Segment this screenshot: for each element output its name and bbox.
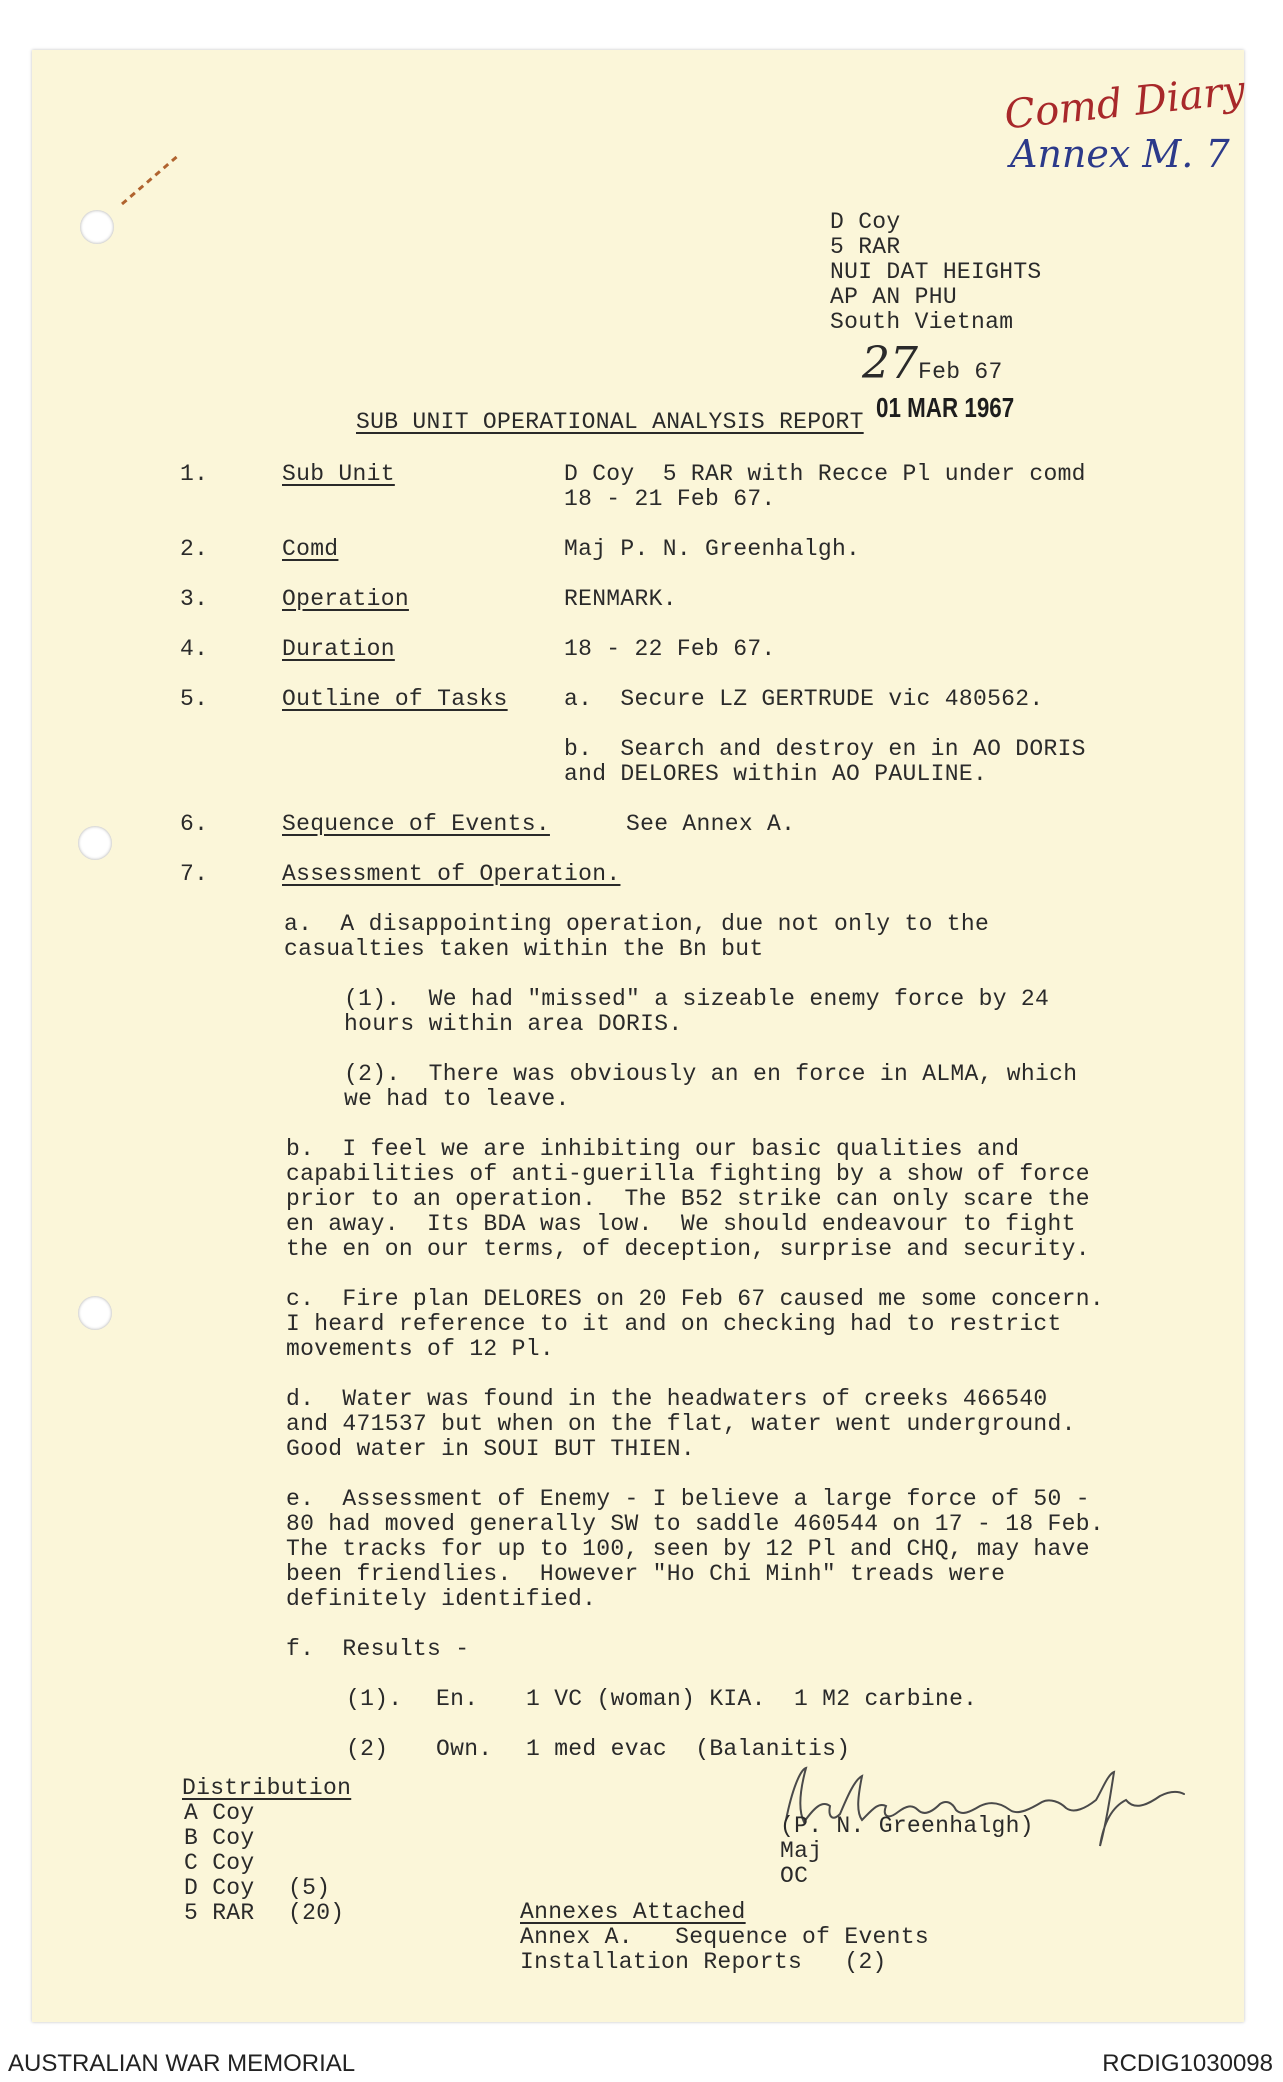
paragraph-line: the en on our terms, of deception, surprise and security. [286, 1236, 1090, 1262]
paragraph-line: we had to leave. [344, 1086, 570, 1112]
item-number: 3. [180, 586, 209, 612]
result-number: (2) [346, 1736, 389, 1762]
footer-source: AUSTRALIAN WAR MEMORIAL [8, 2050, 356, 2077]
punch-hole [78, 826, 112, 860]
item-label: Comd [282, 536, 339, 562]
item-number: 2. [180, 536, 209, 562]
annex-line: Annex A. Sequence of Events [520, 1924, 929, 1950]
signature [770, 1750, 1210, 1860]
address-line: NUI DAT HEIGHTS [830, 259, 1042, 285]
footer-reference: RCDIG1030098 [1102, 2050, 1273, 2077]
item-label: Assessment of Operation. [282, 861, 621, 887]
item-label: Duration [282, 636, 395, 662]
paragraph-line: been friendlies. However "Ho Chi Minh" treads were [286, 1561, 1006, 1587]
paragraph-line: movements of 12 Pl. [286, 1336, 554, 1362]
pencil-mark [118, 150, 188, 210]
item-value: RENMARK. [564, 586, 677, 612]
paragraph-line: definitely identified. [286, 1586, 597, 1612]
distribution-item: B Coy [184, 1825, 255, 1851]
item-value: a. Secure LZ GERTRUDE vic 480562. [564, 686, 1044, 712]
result-number: (1). [346, 1686, 403, 1712]
handwritten-date-day: 27 [862, 338, 918, 389]
paragraph-line: I heard reference to it and on checking had to restrict [286, 1311, 1062, 1337]
address-line: AP AN PHU [830, 284, 957, 310]
item-label: Sequence of Events. [282, 811, 550, 837]
item-value: Maj P. N. Greenhalgh. [564, 536, 861, 562]
distribution-item: A Coy [184, 1800, 255, 1826]
signer-appointment: OC [780, 1863, 809, 1889]
item-value: 18 - 21 Feb 67. [564, 486, 776, 512]
punch-hole [80, 210, 114, 244]
item-value: 18 - 22 Feb 67. [564, 636, 776, 662]
item-value: and DELORES within AO PAULINE. [564, 761, 988, 787]
paragraph-line: 80 had moved generally SW to saddle 460544 on 17 - 18 Feb. [286, 1511, 1104, 1537]
paragraph-line: d. Water was found in the headwaters of creeks 466540 [286, 1386, 1048, 1412]
item-number: 1. [180, 461, 209, 487]
paragraph-line: casualties taken within the Bn but [284, 936, 764, 962]
paragraph-line: a. A disappointing operation, due not only to the [284, 911, 990, 937]
item-label: Sub Unit [282, 461, 395, 487]
annex-line: Installation Reports (2) [520, 1949, 887, 1975]
item-value: D Coy 5 RAR with Recce Pl under comd [564, 461, 1086, 487]
signer-name: (P. N. Greenhalgh) [780, 1813, 1034, 1839]
distribution-count: (5) [288, 1875, 331, 1901]
handwritten-annotation-red: Comd Diary [1002, 67, 1248, 139]
address-line: South Vietnam [830, 309, 1014, 335]
received-stamp: 01 MAR 1967 [876, 392, 1015, 423]
annexes-heading: Annexes Attached [520, 1899, 746, 1925]
result-detail: 1 med evac (Balanitis) [526, 1736, 851, 1762]
paragraph-line: en away. Its BDA was low. We should endeavour to fight [286, 1211, 1076, 1237]
paragraph-line: f. Results - [286, 1636, 470, 1662]
address-line: 5 RAR [830, 234, 901, 260]
item-number: 4. [180, 636, 209, 662]
distribution-item: 5 RAR [184, 1900, 255, 1926]
distribution-item: D Coy [184, 1875, 255, 1901]
paragraph-line: prior to an operation. The B52 strike can only scare the [286, 1186, 1090, 1212]
address-line: D Coy [830, 209, 901, 235]
paragraph-line: capabilities of anti-guerilla fighting by a show of force [286, 1161, 1090, 1187]
paragraph-line: c. Fire plan DELORES on 20 Feb 67 caused me some concern. [286, 1286, 1104, 1312]
item-value: b. Search and destroy en in AO DORIS [564, 736, 1086, 762]
signer-rank: Maj [780, 1838, 823, 1864]
paragraph-line: b. I feel we are inhibiting our basic qualities and [286, 1136, 1020, 1162]
report-title: SUB UNIT OPERATIONAL ANALYSIS REPORT [356, 409, 864, 435]
handwritten-annotation-blue: Annex M. 7 [1010, 132, 1230, 176]
result-party: En. [436, 1686, 479, 1712]
paragraph-line: hours within area DORIS. [344, 1011, 683, 1037]
item-value: See Annex A. [626, 811, 796, 837]
result-party: Own. [436, 1736, 493, 1762]
paragraph-line: The tracks for up to 100, seen by 12 Pl and CHQ, may have [286, 1536, 1090, 1562]
item-number: 7. [180, 861, 209, 887]
paragraph-line: and 471537 but when on the flat, water went underground. [286, 1411, 1076, 1437]
paragraph-line: (2). There was obviously an en force in ALMA, which [344, 1061, 1078, 1087]
item-label: Outline of Tasks [282, 686, 508, 712]
paragraph-line: (1). We had "missed" a sizeable enemy force by 24 [344, 986, 1050, 1012]
distribution-heading: Distribution [182, 1775, 352, 1801]
paragraph-line: e. Assessment of Enemy - I believe a large force of 50 - [286, 1486, 1090, 1512]
paragraph-line: Good water in SOUI BUT THIEN. [286, 1436, 695, 1462]
punch-hole [78, 1296, 112, 1330]
result-detail: 1 VC (woman) KIA. 1 M2 carbine. [526, 1686, 978, 1712]
item-number: 5. [180, 686, 209, 712]
distribution-count: (20) [288, 1900, 345, 1926]
distribution-item: C Coy [184, 1850, 255, 1876]
date-text: Feb 67 [918, 359, 1003, 385]
item-number: 6. [180, 811, 209, 837]
item-label: Operation [282, 586, 409, 612]
